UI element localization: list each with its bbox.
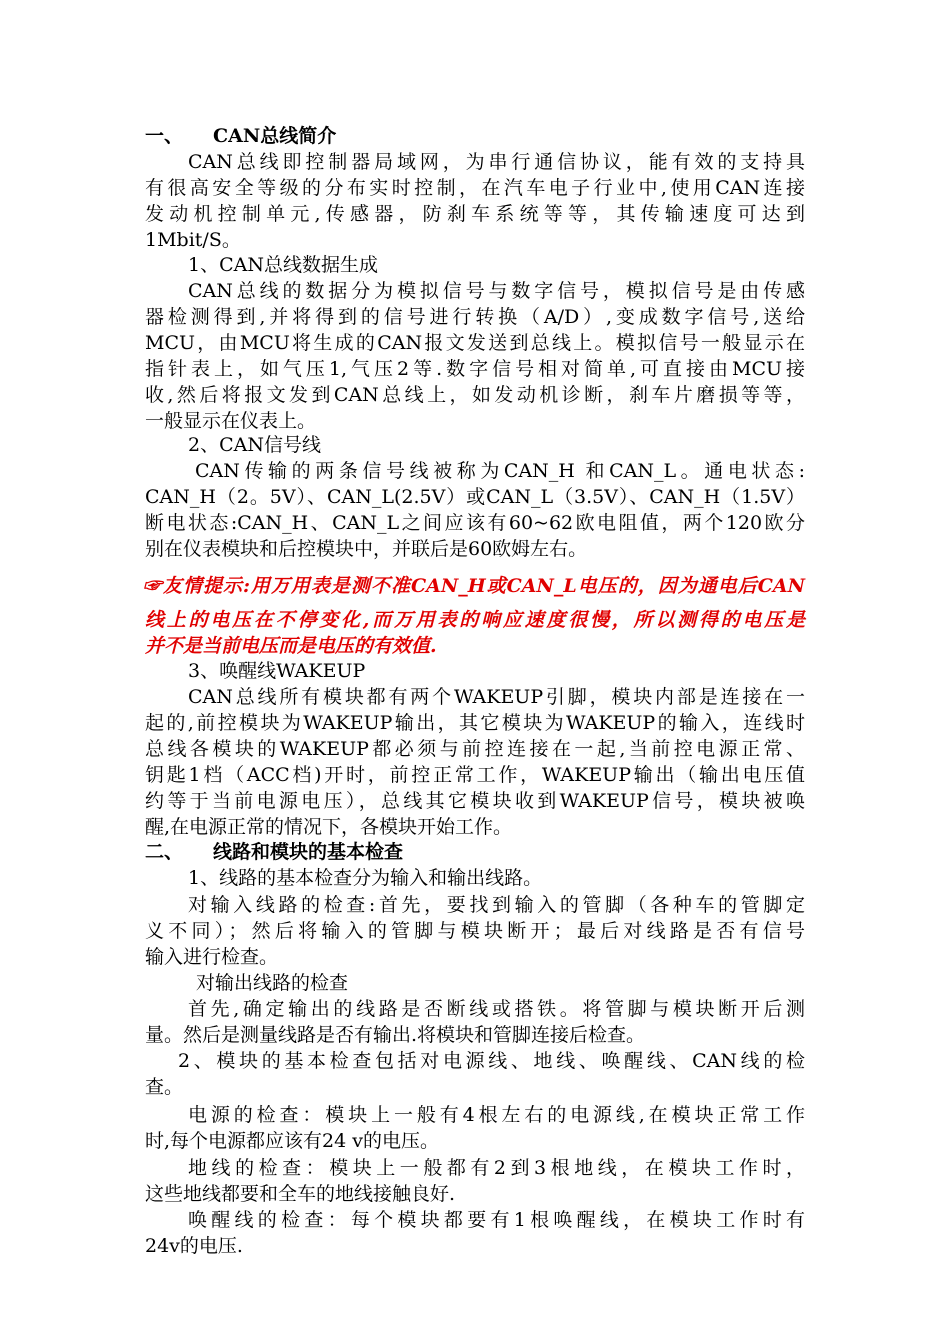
subheading: 对输出线路的检查 xyxy=(196,972,349,994)
paragraph-line: 一般显示在仪表上。 xyxy=(145,410,317,432)
paragraph-line: 时,每个电源都应该有24 v的电压。 xyxy=(145,1130,439,1152)
paragraph-line: 醒,在电源正常的情况下，各模块开始工作。 xyxy=(145,816,513,838)
subheading: 3、唤醒线WAKEUP xyxy=(188,660,366,682)
paragraph-line: 查。 xyxy=(145,1076,184,1098)
warning-tip-line: ☞友情提示:用万用表是测不准CAN_H或CAN_L电压的，因为通电后CAN xyxy=(143,575,805,597)
paragraph-line: 1、线路的基本检查分为输入和输出线路。 xyxy=(188,867,543,889)
paragraph-line: 电源的检查：模块上一般有4根左右的电源线,在模块正常工作 xyxy=(188,1104,805,1126)
paragraph-line: 约等于当前电源电压），总线其它模块收到WAKEUP信号，模块被唤 xyxy=(145,790,805,812)
paragraph-line: 别在仪表模块和后控模块中，并联后是60欧姆左右。 xyxy=(145,538,588,560)
section1-title: CAN总线简介 xyxy=(213,125,337,147)
paragraph-line: 起的,前控模块为WAKEUP输出，其它模块为WAKEUP的输入，连线时 xyxy=(145,712,805,734)
paragraph-line: 24v的电压. xyxy=(145,1235,243,1257)
paragraph-line: 唤醒线的检查：每个模块都要有1根唤醒线，在模块工作时有 xyxy=(188,1209,805,1231)
paragraph-line: CAN总线即控制器局域网，为串行通信协议，能有效的支持具 xyxy=(188,151,805,173)
warning-tip-line: 并不是当前电压而是电压的有效值. xyxy=(145,635,437,657)
section1-number: 一、 xyxy=(145,125,184,147)
subheading: 1、CAN总线数据生成 xyxy=(188,254,378,276)
paragraph-line: 有很高安全等级的分布实时控制，在汽车电子行业中,使用CAN连接 xyxy=(145,177,805,199)
paragraph-line: 收,然后将报文发到CAN总线上，如发动机诊断，刹车片磨损等等， xyxy=(145,384,805,406)
section2-heading xyxy=(145,840,805,864)
paragraph-line: 器检测得到,并将得到的信号进行转换（A/D）,变成数字信号,送给 xyxy=(145,306,805,328)
paragraph-line: CAN_H（2。5V）、CAN_L(2.5V）或CAN_L（3.5V）、CAN_H（1.5V） xyxy=(145,486,805,508)
subheading: 2、CAN信号线 xyxy=(188,434,321,456)
section1-heading xyxy=(145,124,805,148)
paragraph-line: CAN传输的两条信号线被称为CAN_H 和CAN_L。通电状态: xyxy=(195,460,805,482)
paragraph-line: 义不同）；然后将输入的管脚与模块断开；最后对线路是否有信号 xyxy=(145,920,805,942)
paragraph-line: 钥匙1档（ACC档)开时，前控正常工作，WAKEUP输出（输出电压值 xyxy=(145,764,805,786)
section2-number: 二、 xyxy=(145,841,184,863)
paragraph-line: 指针表上，如气压1,气压2等.数字信号相对简单,可直接由MCU接 xyxy=(145,358,805,380)
paragraph-line: 地线的检查：模块上一般都有2到3根地线，在模块工作时， xyxy=(188,1157,805,1179)
warning-tip-line: 线上的电压在不停变化,而万用表的响应速度很慢，所以测得的电压是 xyxy=(145,609,805,631)
paragraph-line: 输入进行检查。 xyxy=(145,946,279,968)
paragraph-line: 1Mbit/S。 xyxy=(145,229,241,251)
paragraph-line: 对输入线路的检查:首先，要找到输入的管脚（各种车的管脚定 xyxy=(188,894,805,916)
paragraph-line: 首先,确定输出的线路是否断线或搭铁。将管脚与模块断开后测 xyxy=(188,998,805,1020)
paragraph-line: 量。然后是测量线路是否有输出.将模块和管脚连接后检查。 xyxy=(145,1024,646,1046)
paragraph-line: CAN总线的数据分为模拟信号与数字信号，模拟信号是由传感 xyxy=(188,280,805,302)
paragraph-line: 这些地线都要和全车的地线接触良好. xyxy=(145,1183,456,1205)
paragraph-line: 断电状态:CAN_H、CAN_L之间应该有60~62欧电阻值，两个120欧分 xyxy=(145,512,805,534)
section2-title: 线路和模块的基本检查 xyxy=(213,841,404,863)
paragraph-line: 发动机控制单元,传感器，防刹车系统等等，其传输速度可达到 xyxy=(145,203,805,225)
paragraph-line: 2、模块的基本检查包括对电源线、地线、唤醒线、CAN线的检 xyxy=(178,1050,805,1072)
paragraph-line: MCU，由MCU将生成的CAN报文发送到总线上。模拟信号一般显示在 xyxy=(145,332,805,354)
paragraph-line: 总线各模块的WAKEUP都必须与前控连接在一起,当前控电源正常、 xyxy=(145,738,805,760)
paragraph-line: CAN总线所有模块都有两个WAKEUP引脚，模块内部是连接在一 xyxy=(188,686,805,708)
